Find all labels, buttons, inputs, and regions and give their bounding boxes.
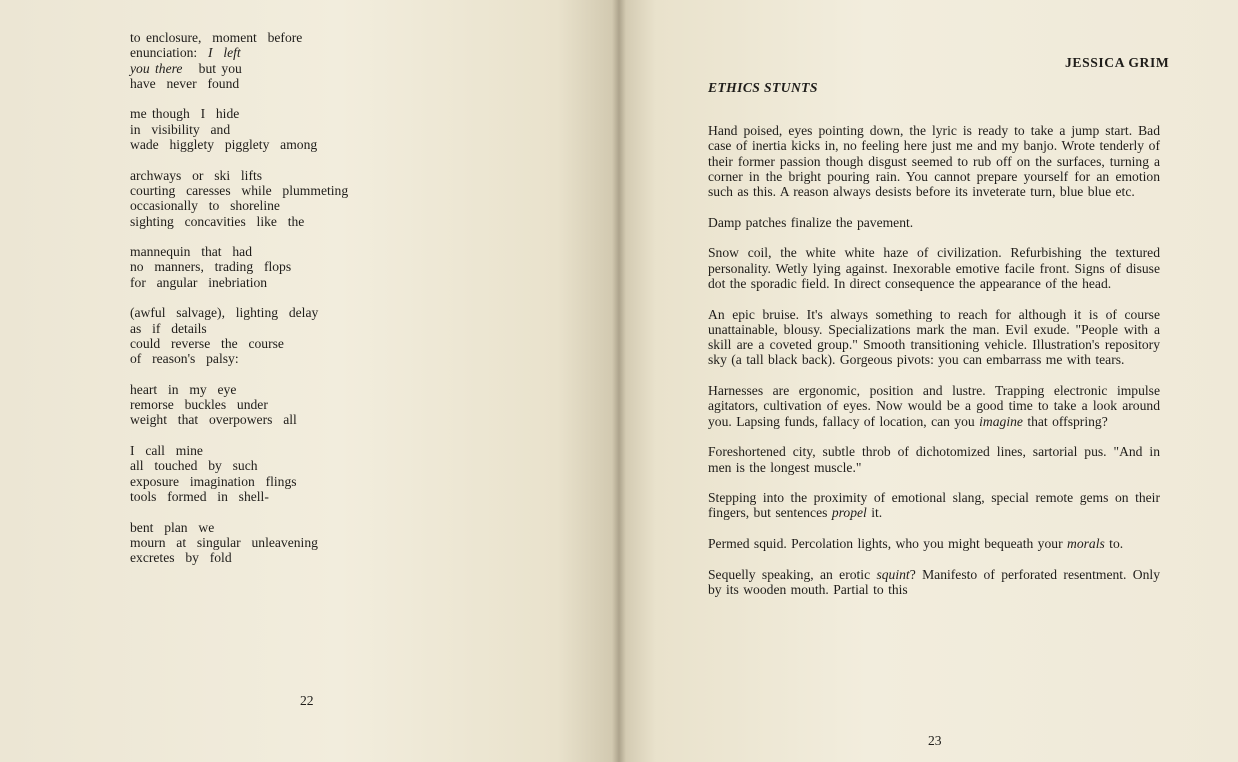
prose-italic: imagine [979, 413, 1023, 429]
prose-text: ? Manifesto of perforated resentment. Only by its wooden mouth. Partial to this [708, 566, 1160, 597]
author-name: JESSICA GRIM [1065, 55, 1170, 70]
poem-stanza [130, 106, 430, 152]
poem-line: could reverse the course [130, 335, 284, 351]
prose-text: to. [1104, 536, 1124, 552]
poem-stanza [130, 168, 430, 229]
page-number: 23 [928, 733, 942, 748]
poem-line: courting caresses while plummeting [130, 182, 349, 198]
prose-paragraph [708, 307, 1160, 368]
prose-paragraph [708, 490, 1160, 521]
poem-line-text: but you [182, 60, 242, 76]
poem-line: archways or ski lifts [130, 167, 263, 183]
poem-line: have never found [130, 75, 240, 91]
poem-stanza [130, 305, 430, 366]
poem-line: no manners, trading flops [130, 259, 292, 275]
prose-text: Foreshortened city, subtle throb of dichotomized lines, sartorial pus. "And in men is the longest muscle." [708, 444, 1160, 475]
poem-line [130, 45, 430, 60]
poem-line: mannequin that had [130, 244, 253, 260]
right-page [619, 0, 1238, 762]
poem-stanza [130, 244, 430, 290]
prose-text: Hand poised, eyes pointing down, the lyric is ready to take a jump start. Bad case of inertia kicks in, no feeling here just me and my banjo. Wrote tenderly of their former passion though disgust seemed to rub off on the surfaces, turning a corner in the bright pouring rain. You cannot prepare yourself for an emotion such as this. A reason always desists before its inveterate turn, blue blue etc. [708, 123, 1160, 200]
poem-line: all touched by such [130, 458, 258, 474]
poem-line [130, 61, 430, 76]
poem-stanza [130, 520, 430, 566]
poem-line: bent plan we [130, 519, 215, 535]
prose-paragraph [708, 536, 1160, 551]
poem-line: in visibility and [130, 121, 231, 137]
poem-rest [130, 106, 430, 565]
prose-text: An epic bruise. It's always something to reach for although it is of course unattainable, blousy. Specializations mark the man. Evil exude. "People with a skill are a coveted group." Smooth transitioning vehicle. Illustration's repository sky (a tall black back). Gorgeous pivots: you can embarrass me with tears. [708, 306, 1160, 368]
poem-line: me though I hide [130, 106, 240, 122]
prose-paragraph [708, 383, 1160, 429]
poem-line: occasionally to shoreline [130, 198, 280, 214]
prose-text: Damp patches finalize the pavement. [708, 214, 914, 230]
book-gutter [612, 0, 626, 762]
poem-line: heart in my eye [130, 381, 237, 397]
poem-line: to enclosure, moment before [130, 30, 303, 45]
poem-stanza [130, 382, 430, 428]
prose-paragraph [708, 215, 1160, 230]
poem-line: tools formed in shell- [130, 488, 269, 504]
prose-text: Harnesses are ergonomic, position and lustre. Trapping electronic impulse agitators, cultivation of eyes. Now would be a good time to take a look around you. Lapsing funds, fallacy of location, can you [708, 383, 1160, 429]
prose-paragraph [708, 444, 1160, 475]
prose-italic: propel [831, 505, 867, 521]
piece-title: ETHICS STUNTS [708, 80, 818, 95]
poem-stanza [130, 30, 430, 91]
poem-line: wade higglety pigglety among [130, 137, 318, 153]
poem-line: mourn at singular unleavening [130, 534, 318, 550]
poem [130, 30, 430, 581]
poem-line: I call mine [130, 443, 203, 459]
poem-line: remorse buckles under [130, 397, 268, 413]
page-number: 22 [300, 693, 314, 708]
poem-line: exposure imagination flings [130, 473, 297, 489]
prose-text: Permed squid. Percolation lights, who you might bequeath your [708, 536, 1067, 552]
prose-text: Stepping into the proximity of emotional slang, special remote gems on their fingers, but sentences [708, 490, 1160, 521]
poem-line: excretes by fold [130, 550, 232, 566]
poem-line: sighting concavities like the [130, 213, 305, 229]
poem-line: of reason's palsy: [130, 351, 239, 367]
poem-line: for angular inebriation [130, 274, 268, 290]
poem-line-italic: you there [130, 60, 183, 76]
poem-stanza [130, 443, 430, 504]
prose-paragraph [708, 567, 1160, 598]
prose-text: Sequelly speaking, an erotic [708, 566, 877, 582]
poem-line: (awful salvage), lighting delay [130, 305, 319, 321]
prose-text: Snow coil, the white white haze of civilization. Refurbishing the textured personality. Wetly lying against. Inexorable emotive facile front. Signs of disuse dot the sporadic field. In direct consequence the appearance of the head. [708, 245, 1160, 291]
prose-body [708, 123, 1160, 613]
poem-line-italic: I left [208, 45, 241, 61]
prose-paragraph [708, 245, 1160, 291]
prose-text: that offspring? [1022, 413, 1108, 429]
poem-line-text: enunciation: [130, 45, 208, 61]
prose-italic: squint [876, 566, 910, 582]
poem-line: weight that overpowers all [130, 412, 297, 428]
prose-italic: morals [1067, 536, 1105, 552]
prose-text: it. [866, 505, 883, 521]
prose-paragraph [708, 123, 1160, 199]
poem-line: as if details [130, 320, 207, 336]
